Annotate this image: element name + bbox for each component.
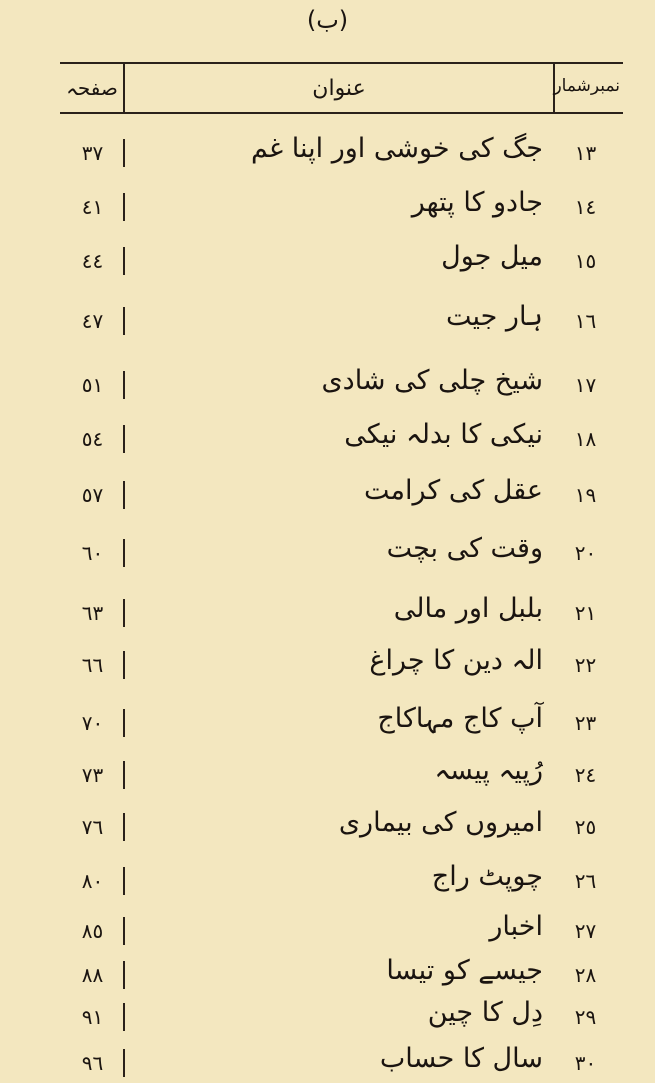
chapter-title: جادو کا پتھر: [411, 187, 543, 218]
separator-mark: [123, 813, 125, 841]
toc-row: [0, 955, 655, 995]
serial-number: ٢٥: [574, 815, 597, 839]
chapter-title: اخبار: [489, 911, 543, 942]
toc-row: [0, 533, 655, 573]
page-marker: (ب): [306, 6, 349, 34]
toc-row: [0, 241, 655, 281]
toc-row: [0, 301, 655, 341]
separator-mark: [123, 193, 125, 221]
serial-number: ١٤: [574, 195, 597, 219]
header-rule: [60, 112, 623, 114]
page-number: ٧٣: [81, 763, 104, 787]
chapter-title: امیروں کی بیماری: [338, 807, 543, 838]
page-number: ٥٧: [81, 483, 104, 507]
toc-row: [0, 807, 655, 847]
page-number: ٥١: [81, 373, 104, 397]
serial-number: ٢٢: [574, 653, 597, 677]
separator-mark: [123, 709, 125, 737]
chapter-title: ہار جیت: [445, 301, 543, 332]
separator-mark: [123, 917, 125, 945]
separator-mark: [123, 867, 125, 895]
toc-row: [0, 187, 655, 227]
serial-number: ٢٩: [574, 1005, 597, 1029]
separator-mark: [123, 1049, 125, 1077]
page-number: ٨٠: [81, 869, 104, 893]
toc-row: [0, 593, 655, 633]
page-number: ٩٦: [81, 1051, 104, 1075]
page-number: ٤٧: [81, 309, 104, 333]
separator-mark: [123, 425, 125, 453]
chapter-title: جیسے کو تیسا: [386, 955, 543, 986]
separator-mark: [123, 651, 125, 679]
chapter-title: نیکی کا بدلہ نیکی: [344, 419, 543, 450]
chapter-title: سال کا حساب: [379, 1043, 543, 1074]
separator-mark: [123, 307, 125, 335]
toc-row: [0, 755, 655, 795]
serial-number: ١٩: [574, 483, 597, 507]
separator-mark: [123, 139, 125, 167]
header-title: عنوان: [312, 76, 366, 101]
chapter-title: آپ کاج مہاکاج: [377, 703, 543, 734]
chapter-title: وقت کی بچت: [386, 533, 543, 564]
chapter-title: میل جول: [441, 241, 543, 272]
chapter-title: عقل کی کرامت: [364, 475, 543, 506]
chapter-title: شیخ چلی کی شادی: [321, 365, 543, 396]
header-serial-number: نمبرشمار: [553, 76, 620, 96]
serial-number: ٢٠: [574, 541, 597, 565]
page-number: ٣٧: [81, 141, 104, 165]
toc-row: [0, 365, 655, 405]
chapter-title: چوپٹ راج: [431, 861, 543, 892]
separator-mark: [123, 539, 125, 567]
separator-mark: [123, 247, 125, 275]
separator-mark: [123, 371, 125, 399]
page-number: ٥٤: [81, 427, 104, 451]
toc-row: [0, 645, 655, 685]
chapter-title: جگ کی خوشی اور اپنا غم: [251, 133, 543, 164]
page-number: ٤٤: [81, 249, 104, 273]
page-number: ٤١: [81, 195, 104, 219]
serial-number: ١٥: [574, 249, 597, 273]
separator-mark: [123, 1003, 125, 1031]
toc-row: [0, 911, 655, 951]
toc-row: [0, 133, 655, 173]
chapter-title: دِل کا چین: [427, 997, 543, 1028]
page-number: ٩١: [81, 1005, 104, 1029]
toc-row: [0, 475, 655, 515]
page-number: ٦٣: [81, 601, 104, 625]
header-page: صفحہ: [66, 76, 118, 100]
serial-number: ١٧: [574, 373, 597, 397]
serial-number: ١٣: [574, 141, 597, 165]
serial-number: ٢١: [574, 601, 597, 625]
page-number: ٦٦: [81, 653, 104, 677]
serial-number: ٢٣: [574, 711, 597, 735]
serial-number: ٢٨: [574, 963, 597, 987]
toc-row: [0, 703, 655, 743]
serial-number: ٣٠: [574, 1051, 597, 1075]
page-number: ٦٠: [81, 541, 104, 565]
serial-number: ٢٤: [574, 763, 597, 787]
toc-row: [0, 997, 655, 1037]
serial-number: ٢٦: [574, 869, 597, 893]
toc-row: [0, 861, 655, 901]
serial-number: ١٦: [574, 309, 597, 333]
toc-row: [0, 1043, 655, 1083]
toc-row: [0, 419, 655, 459]
page-number: ٨٨: [81, 963, 104, 987]
page-number: ٨٥: [81, 919, 104, 943]
separator-mark: [123, 481, 125, 509]
chapter-title: رُپیہ پیسہ: [434, 755, 543, 786]
serial-number: ١٨: [574, 427, 597, 451]
top-rule: [60, 62, 623, 64]
separator-mark: [123, 961, 125, 989]
chapter-title: بلبل اور مالی: [393, 593, 543, 624]
separator-mark: [123, 599, 125, 627]
serial-number: ٢٧: [574, 919, 597, 943]
page-number: ٧٠: [81, 711, 104, 735]
separator-mark: [123, 761, 125, 789]
chapter-title: الہ دین کا چراغ: [369, 645, 543, 676]
page-number: ٧٦: [81, 815, 104, 839]
